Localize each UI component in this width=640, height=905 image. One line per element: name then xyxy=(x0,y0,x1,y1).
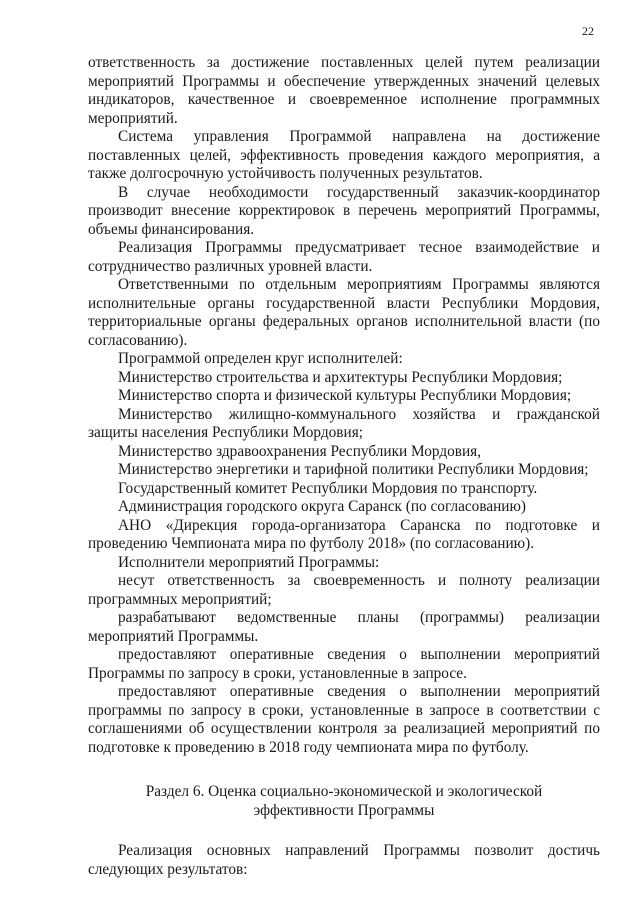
section-heading xyxy=(88,783,600,820)
paragraph: В случае необходимости государственный заказчик-координатор производит внесение корректировок в перечень мероприятий Программы, объемы финансирования. xyxy=(88,183,600,238)
paragraph: Исполнители мероприятий Программы: xyxy=(118,553,380,571)
page-number: 22 xyxy=(582,24,594,38)
paragraph: Ответственными по отдельным мероприятиям Программы являются исполнительные органы государственной власти Республики Мордовия, территориальные органы федеральных органов исполнительной власти (по согласованию). xyxy=(88,276,600,349)
paragraph: Министерство здравоохранения Республики Мордовия, xyxy=(118,442,482,460)
paragraph: Администрация городского округа Саранск (по согласованию) xyxy=(118,498,527,515)
paragraph: АНО «Дирекция города-организатора Саранска по подготовке и проведению Чемпионата мира по футболу 2018» (по согласованию). xyxy=(88,516,600,552)
paragraph: предоставляют оперативные сведения о выполнении мероприятий Программы по запросу в сроки, установленные в запросе. xyxy=(88,646,600,682)
paragraph: Реализация Программы предусматривает тесное взаимодействие и сотрудничество различных уровней власти. xyxy=(88,239,600,275)
final-paragraph: Реализация основных направлений Программы позволит достичь следующих результатов: xyxy=(88,842,600,878)
paragraph-list xyxy=(88,54,600,757)
paragraph: предоставляют оперативные сведения о выполнении мероприятий программы по запросу в сроки, установленные в запросе в соответствии с соглашениями об осуществлении контроля за реализацией мероприятий по подготовке к проведению в 2018 году чемпионата мира по футболу. xyxy=(88,683,600,756)
paragraph: Программой определен круг исполнителей: xyxy=(118,350,403,367)
section-heading-line-1: Раздел 6. Оценка социально-экономической и экологической xyxy=(145,783,543,800)
paragraph: Министерство спорта и физической культуры Республики Мордовия; xyxy=(118,387,572,404)
paragraph: Министерство энергетики и тарифной политики Республики Мордовия; xyxy=(118,461,589,478)
paragraph: ответственность за достижение поставленных целей путем реализации мероприятий Программы и обеспечение утвержденных значений целевых индикаторов, качественное и своевременное исполнение программных мероприятий. xyxy=(88,54,600,127)
document-body xyxy=(88,54,600,879)
paragraph: несут ответственность за своевременность и полноту реализации программных мероприятий; xyxy=(88,572,600,608)
paragraph: разрабатывают ведомственные планы (программы) реализации мероприятий Программы. xyxy=(88,609,600,645)
paragraph: Государственный комитет Республики Мордовия по транспорту. xyxy=(118,479,538,497)
section-heading-line-2: эффективности Программы xyxy=(253,801,435,819)
paragraph: Система управления Программой направлена на достижение поставленных целей, эффективность проведения каждого мероприятия, а также долгосрочную устойчивость полученных результатов. xyxy=(88,128,600,182)
paragraph: Министерство жилищно-коммунального хозяйства и гражданской защиты населения Республики Мордовия; xyxy=(88,405,600,441)
paragraph: Министерство строительства и архитектуры Республики Мордовия; xyxy=(118,368,563,386)
